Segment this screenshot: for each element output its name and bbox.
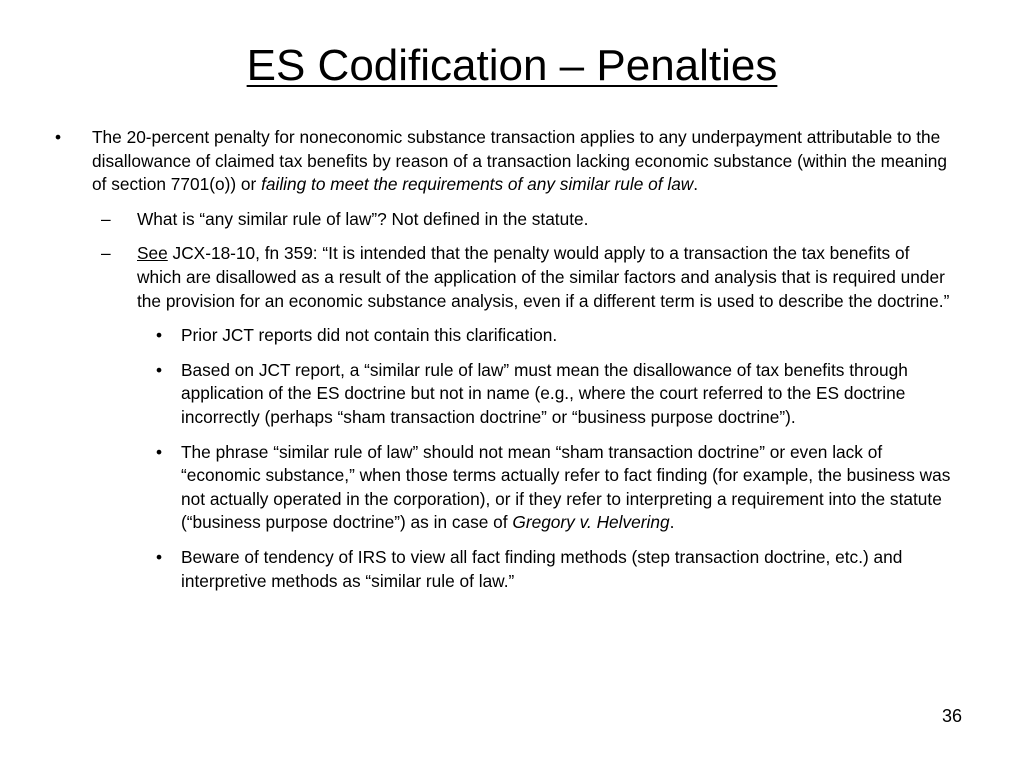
bullet-marker: • bbox=[156, 359, 163, 380]
point-jct-report-meaning bbox=[0, 359, 957, 430]
bullet-marker: • bbox=[156, 325, 163, 346]
bullet-marker: • bbox=[55, 127, 62, 147]
slide-content bbox=[0, 126, 1024, 593]
point-text: Beware of tendency of IRS to view all fact finding methods (step transaction doctrine, etc.) and interpretive methods as “similar rule of law.” bbox=[181, 546, 903, 591]
case-name: Gregory v. Helvering bbox=[512, 512, 670, 533]
bullet-penalty-overview bbox=[0, 126, 954, 197]
point-irs-tendency bbox=[0, 546, 957, 593]
sub-bullet-text: JCX-18-10, fn 359: “It is intended that the penalty would apply to a transaction the tax benefits of which are disallowed as a result of the application of the similar factors and analysis that is required under the provision for an economic substance analysis, even if a different term is used to describe the doctrine.” bbox=[137, 243, 950, 311]
page-number: 36 bbox=[941, 706, 962, 726]
bullet-end: . bbox=[693, 174, 699, 195]
point-text: The phrase “similar rule of law” should not mean “sham transaction doctrine” or even lack of “economic substance,” when those terms actually refer to fact finding (for example, the business was not actually operated in the corporation), or if they refer to interpreting a requirement into the statute (“business purpose doctrine”) as in case of bbox=[181, 441, 951, 533]
dash-marker: – bbox=[101, 208, 111, 229]
see-signal: See bbox=[137, 243, 168, 264]
sub-bullet-jcx-quote bbox=[0, 242, 957, 313]
dash-marker: – bbox=[101, 243, 111, 264]
bullet-marker: • bbox=[156, 441, 163, 462]
point-prior-jct-reports bbox=[0, 324, 957, 348]
slide-title: ES Codification – Penalties bbox=[246, 41, 778, 90]
point-phrase-meaning bbox=[0, 441, 957, 535]
point-text: Based on JCT report, a “similar rule of law” must mean the disallowance of tax benefits through application of the ES doctrine but not in name (e.g., where the court referred to the ES doctrine incorrectly (perhaps “sham transaction doctrine” or “business purpose doctrine”). bbox=[181, 359, 908, 427]
sub-bullet-definition-question bbox=[0, 208, 957, 232]
point-text: Prior JCT reports did not contain this clarification. bbox=[181, 325, 558, 346]
bullet-italic-text: failing to meet the requirements of any similar rule of law bbox=[261, 174, 694, 195]
bullet-text: The 20-percent penalty for noneconomic substance transaction applies to any underpayment attributable to the disallowance of claimed tax benefits by reason of a transaction lacking economic substance (within the meaning of section 7701(o)) or bbox=[92, 127, 947, 195]
point-end: . bbox=[669, 512, 675, 533]
sub-bullet-text: What is “any similar rule of law”? Not defined in the statute. bbox=[137, 208, 589, 229]
bullet-marker: • bbox=[156, 546, 163, 567]
